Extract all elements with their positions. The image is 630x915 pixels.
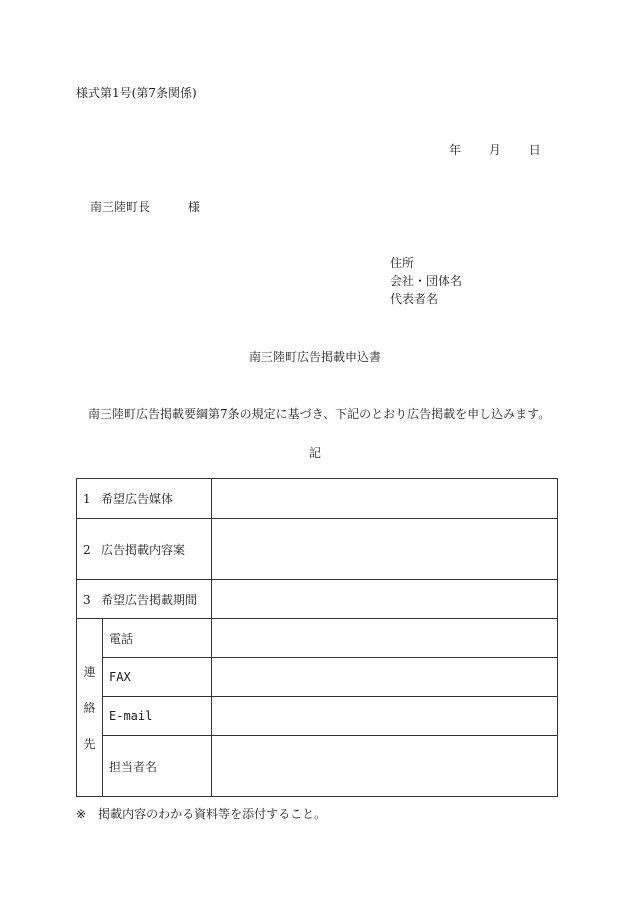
intro-text: 南三陸町広告掲載要綱第7条の規定に基づき、下記のとおり広告掲載を申し込みます。 [88,407,551,421]
row-label-period [77,580,212,619]
fax-label: FAX [103,658,212,697]
applicant-company-label: 会社・団体名 [390,274,463,288]
date-line [449,141,541,158]
row-number: 1 [83,492,91,506]
table-row-media [77,479,558,519]
table-row-period [77,580,558,619]
date-month-label: 月 [488,143,501,157]
row-label: 広告掲載内容案 [101,542,186,557]
applicant-representative-label: 代表者名 [390,292,439,306]
period-value-field[interactable] [212,580,558,619]
contact-group-char: 連 [83,664,96,679]
contact-group-label [77,619,103,797]
person-label: 担当者名 [103,736,212,797]
form-number: 様式第1号(第7条関係) [76,86,197,100]
row-number: 3 [83,592,91,607]
media-value-field[interactable] [212,479,558,519]
date-year-label: 年 [449,143,462,157]
fax-value-field[interactable] [212,658,558,697]
table-row-person [77,736,558,797]
phone-label: 電話 [103,619,212,658]
addressee [90,198,200,215]
email-value-field[interactable] [212,697,558,736]
note-mark: ※ [76,807,87,821]
table-row-fax [77,658,558,697]
addressee-honorific: 様 [187,200,200,214]
document-title: 南三陸町広告掲載申込書 [248,350,381,364]
row-label: 希望広告掲載期間 [101,592,198,607]
table-row-content [77,519,558,580]
applicant-address-label: 住所 [390,256,415,270]
content-value-field[interactable] [212,519,558,580]
row-label-content [77,519,212,580]
row-label: 希望広告媒体 [101,492,174,506]
addressee-name: 南三陸町長 [90,200,151,214]
email-label: E-mail [103,697,212,736]
date-day-label: 日 [528,143,541,157]
applicant-block [390,254,462,308]
ki-mark: 記 [308,446,321,460]
row-number: 2 [83,542,91,557]
application-table [76,478,558,797]
phone-value-field[interactable] [212,619,558,658]
table-row-phone [77,619,558,658]
contact-group-char: 先 [83,736,96,751]
person-value-field[interactable] [212,736,558,797]
note-text: 掲載内容のわかる資料等を添付すること。 [98,807,327,821]
contact-group-char: 絡 [83,700,96,715]
row-label-media [77,479,212,519]
table-row-email [77,697,558,736]
footnote [76,805,326,822]
